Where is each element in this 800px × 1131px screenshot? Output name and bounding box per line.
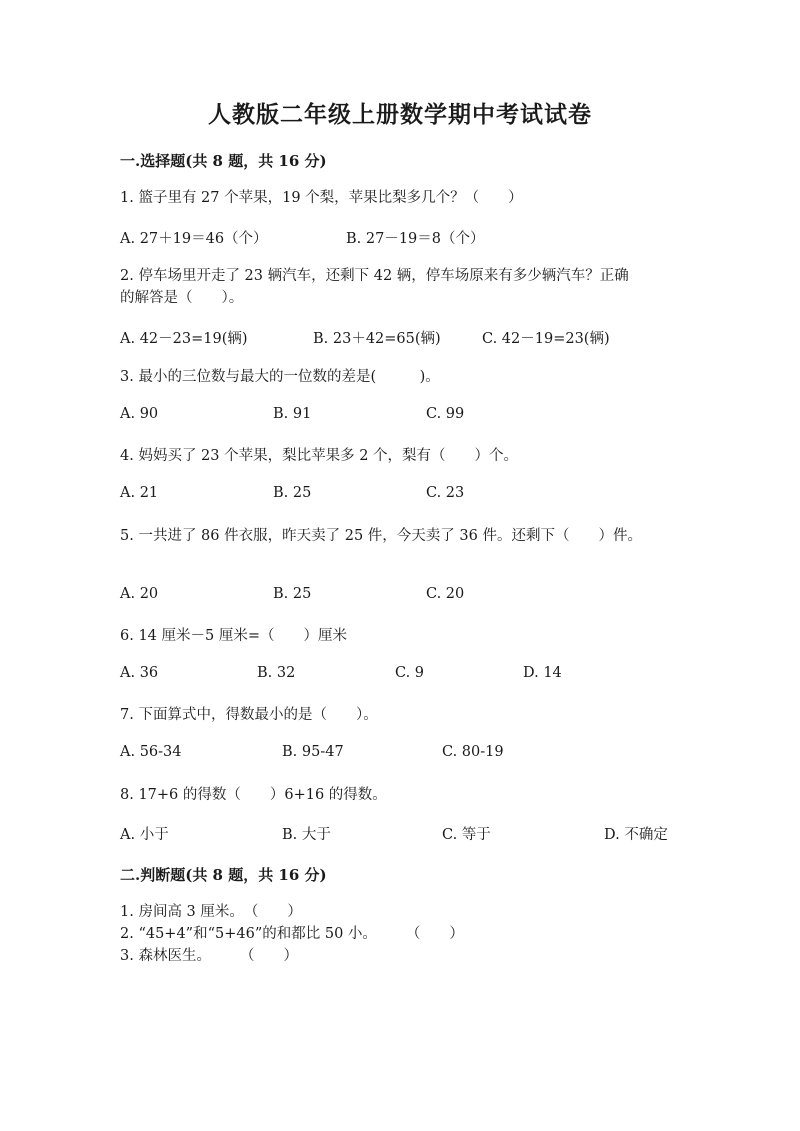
question-5: 5. 一共进了 86 件衣服，昨天卖了 25 件，今天卖了 36 件。还剩下（ ）件。 [120, 528, 642, 544]
option-a: A. 90 [120, 406, 159, 422]
options-8 [120, 823, 720, 845]
option-a: A. 小于 [120, 827, 169, 843]
option-c: C. 9 [395, 665, 425, 681]
option-a: A. 36 [120, 665, 159, 681]
option-a: A. 42－23=19(辆) [120, 331, 248, 347]
option-d: D. 14 [523, 665, 562, 681]
section-heading-judgement: 二.判断题(共 8 题，共 16 分) [120, 866, 327, 884]
option-b: B. 25 [273, 485, 312, 501]
options-3 [120, 406, 720, 428]
judgement-item-1: 1. 房间高 3 厘米。 （ ） [120, 904, 302, 920]
option-c: C. 80-19 [442, 744, 504, 760]
option-b: B. 23＋42=65(辆) [313, 331, 441, 347]
option-d: D. 不确定 [604, 827, 668, 843]
option-b: B. 32 [257, 665, 296, 681]
option-b: B. 大于 [282, 827, 331, 843]
question-6: 6. 14 厘米－5 厘米=（ ）厘米 [120, 628, 347, 644]
judgement-item-2: 2. “45+4”和“5+46”的和都比 50 小。 （ ） [120, 926, 464, 942]
options-4 [120, 485, 720, 507]
question-2: 2. 停车场里开走了 23 辆汽车，还剩下 42 辆，停车场原来有多少辆汽车？正确 [120, 268, 629, 284]
section-heading-choice: 一.选择题(共 8 题，共 16 分) [120, 152, 327, 170]
page-title: 人教版二年级上册数学期中考试试卷 [208, 101, 592, 128]
question-4: 4. 妈妈买了 23 个苹果，梨比苹果多 2 个，梨有（ ）个。 [120, 448, 519, 464]
question-8: 8. 17+6 的得数（ ）6+16 的得数。 [120, 787, 387, 803]
options-6 [120, 665, 720, 687]
option-a: A. 21 [120, 485, 159, 501]
options-1 [120, 227, 720, 249]
option-c: C. 99 [426, 406, 465, 422]
options-2 [120, 327, 720, 349]
option-c: C. 42－19=23(辆) [482, 331, 610, 347]
option-a: A. 20 [120, 586, 159, 602]
judgement-item-3: 3. 森林医生。 （ ） [120, 948, 298, 964]
question-1: 1. 篮子里有 27 个苹果，19 个梨，苹果比梨多几个？（ ） [120, 190, 523, 206]
question-3: 3. 最小的三位数与最大的一位数的差是( )。 [120, 369, 440, 385]
question-2-line2: 的解答是（ ）。 [120, 290, 244, 306]
question-7: 7. 下面算式中，得数最小的是（ ）。 [120, 707, 378, 723]
option-a: A. 27＋19＝46（个） [120, 231, 268, 247]
option-b: B. 91 [273, 406, 312, 422]
option-c: C. 等于 [442, 827, 491, 843]
option-c: C. 23 [426, 485, 465, 501]
options-5 [120, 586, 720, 608]
option-a: A. 56-34 [120, 744, 182, 760]
option-b: B. 25 [273, 586, 312, 602]
option-c: C. 20 [426, 586, 465, 602]
option-b: B. 27－19＝8（个） [346, 231, 485, 247]
option-b: B. 95-47 [282, 744, 344, 760]
options-7 [120, 744, 720, 766]
